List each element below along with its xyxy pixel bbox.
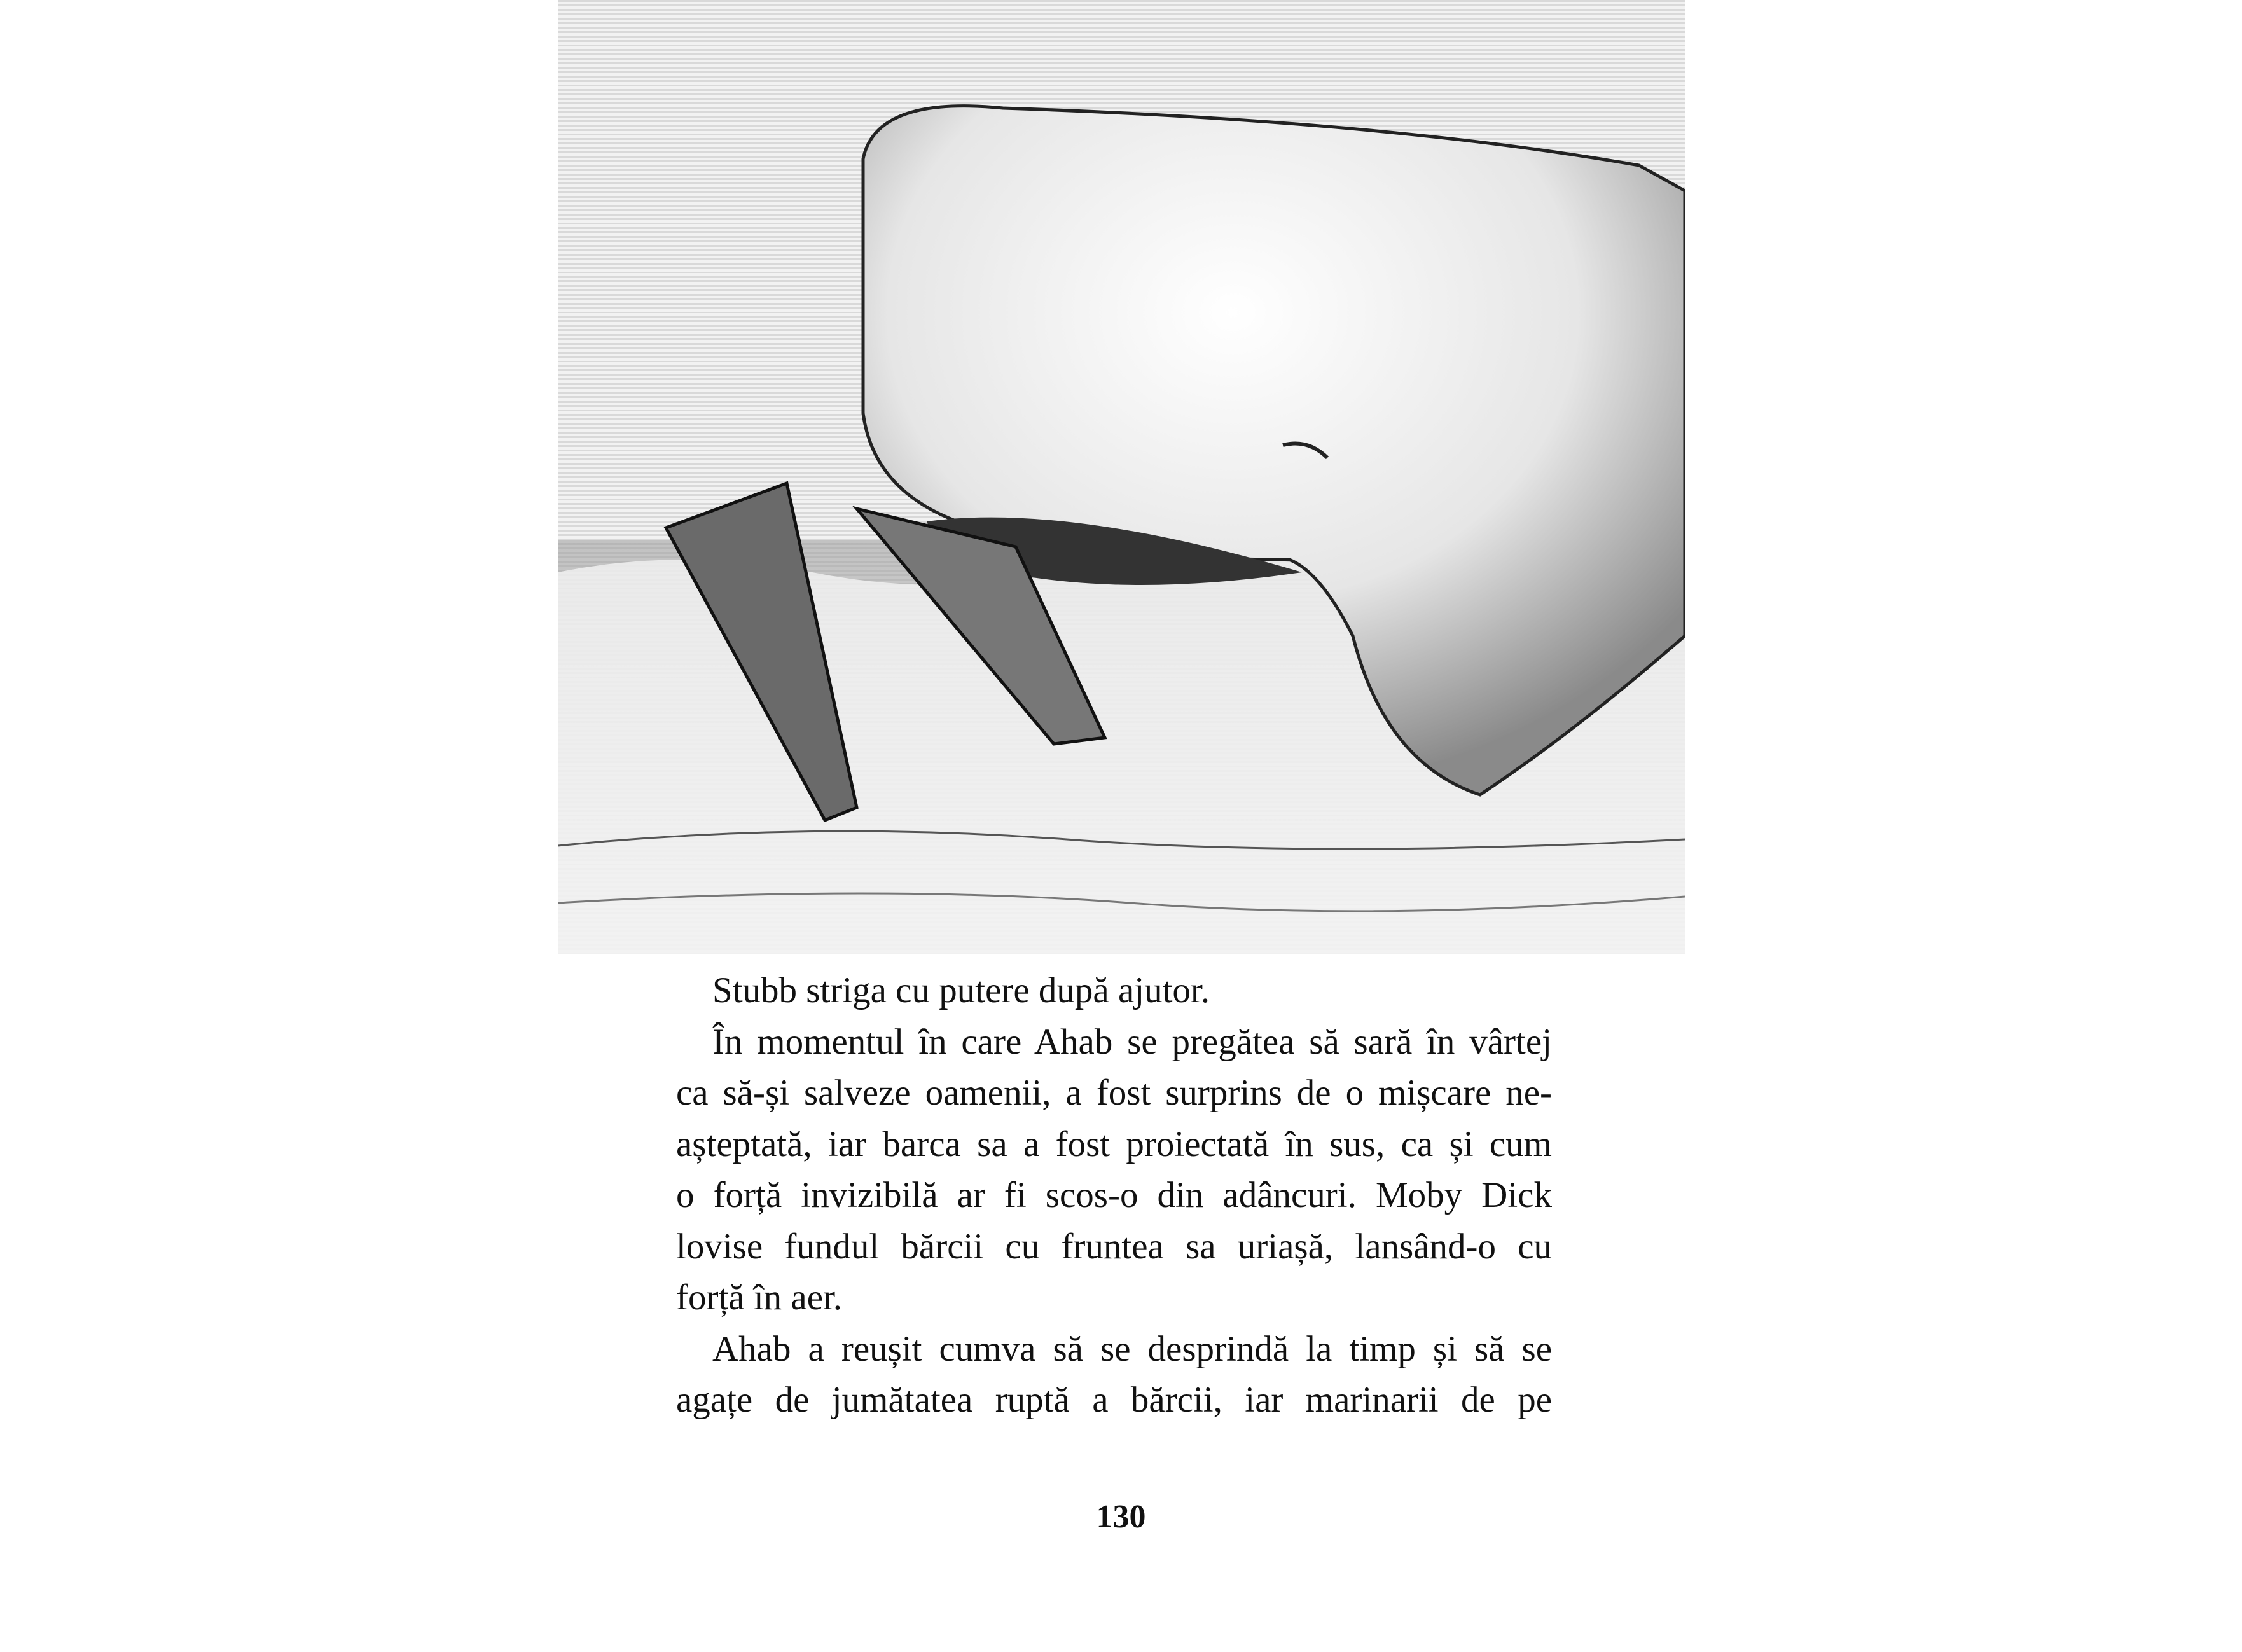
text-line: forță în aer.: [676, 1277, 843, 1318]
text-line: ca să-și salveze oamenii, a fost surprins de o mișcare ne-: [676, 1073, 1552, 1113]
text-line: agațe de jumătatea ruptă a bărcii, iar marinarii de pe: [676, 1380, 1552, 1420]
illustration-whale-attack: [558, 0, 1685, 954]
text-line: Stubb striga cu putere după ajutor.: [712, 970, 1210, 1010]
body-text: [676, 965, 1552, 1426]
text-line: În momentul în care Ahab se pregătea să sară în vârtej: [712, 1021, 1552, 1062]
text-line: o forță invizibilă ar fi scos-o din adâncuri. Moby Dick: [676, 1175, 1552, 1215]
page-number: 130: [1096, 1499, 1146, 1535]
text-line: așteptată, iar barca sa a fost proiectată în sus, ca și cum: [676, 1124, 1552, 1164]
text-line: lovise fundul bărcii cu fruntea sa uriașă, lansând-o cu: [676, 1226, 1552, 1267]
whale-illustration-icon: [558, 0, 1685, 954]
text-line: Ahab a reușit cumva să se desprindă la timp și să se: [712, 1328, 1552, 1369]
